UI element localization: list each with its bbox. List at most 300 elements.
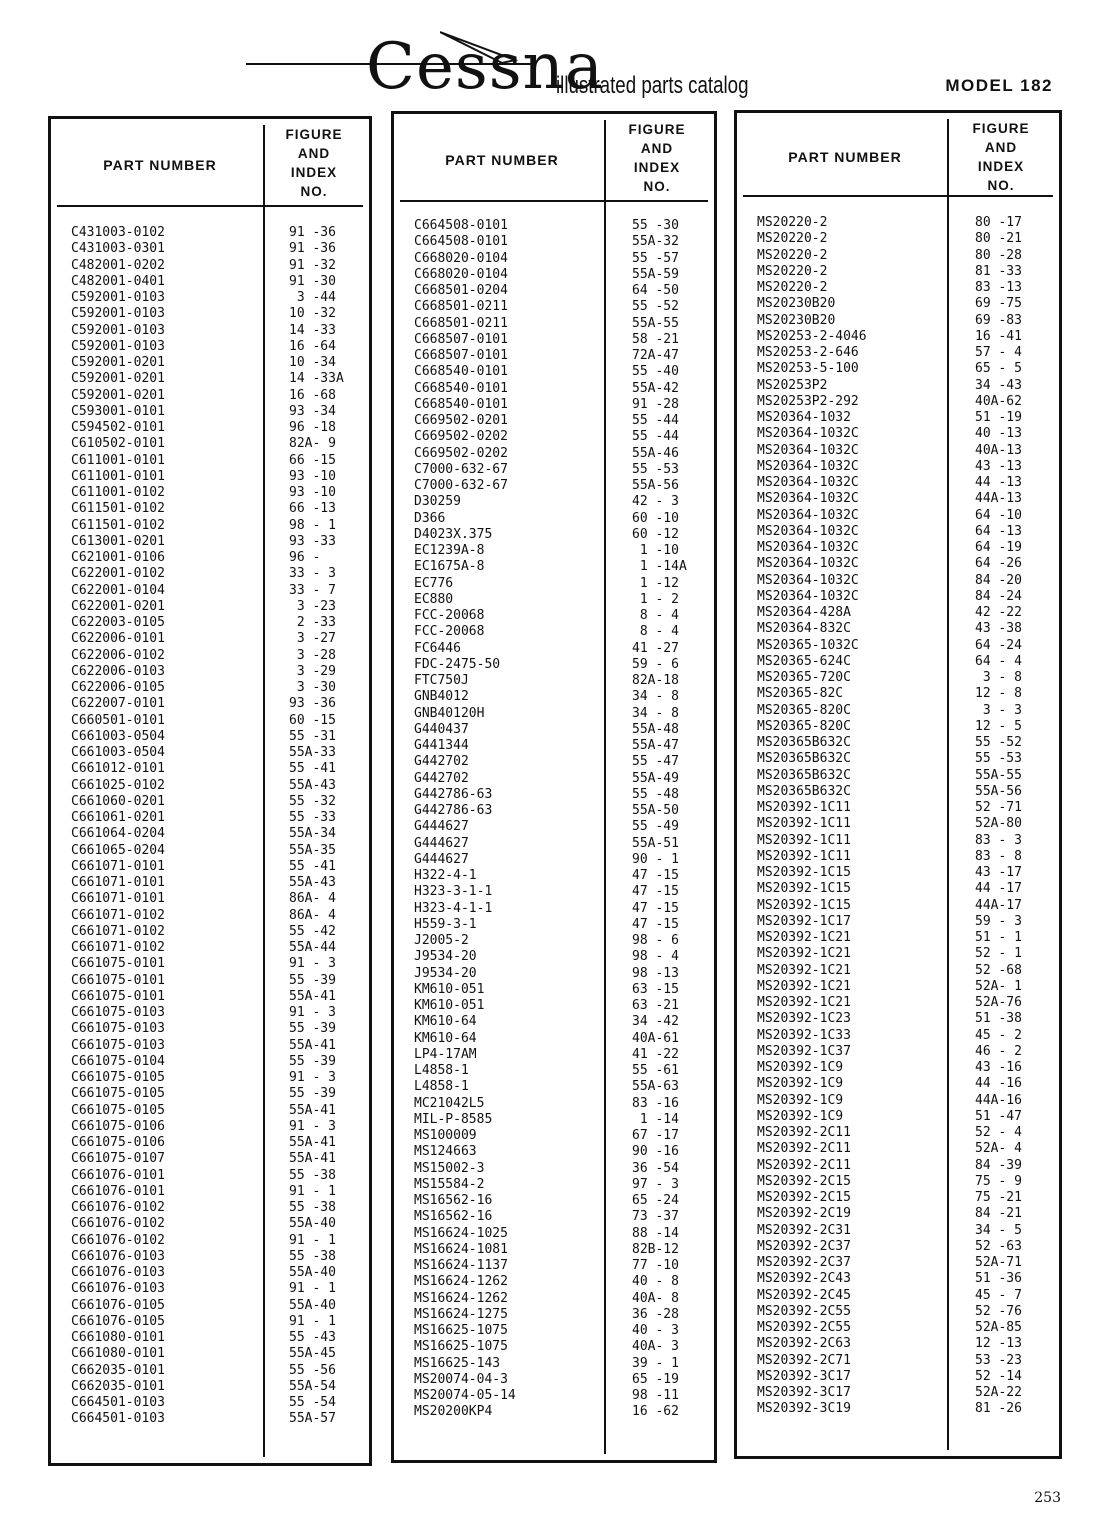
list-item (400, 364, 708, 380)
figure-index: 64 -26 (975, 556, 1022, 572)
part-number: C661060-0201 (71, 793, 165, 809)
part-number: C431003-0301 (71, 241, 165, 257)
figure-index: 83 -13 (975, 280, 1022, 295)
list-item (743, 459, 1053, 475)
part-number: MS20364-1032 (757, 410, 851, 425)
list-item (400, 966, 708, 982)
list-item (400, 592, 708, 608)
list-item (400, 608, 708, 624)
figure-index: 3 -30 (289, 680, 336, 695)
part-number: MS20392-2C45 (757, 1287, 851, 1303)
part-number: MS20392-1C33 (757, 1027, 851, 1043)
figure-index: 64 -24 (975, 637, 1022, 653)
part-number: MS20392-1C15 (757, 865, 851, 880)
list-item (743, 231, 1053, 247)
part-number: MS20392-1C21 (757, 978, 851, 994)
header-rule (400, 200, 708, 202)
list-item (400, 917, 708, 933)
list-item (743, 1093, 1053, 1109)
list-item (743, 816, 1053, 832)
part-number: C668501-0204 (414, 283, 508, 298)
figure-index: 52A- 1 (975, 978, 1022, 994)
list-item (57, 729, 363, 745)
list-item (743, 784, 1053, 800)
part-number: MS20392-3C17 (757, 1385, 851, 1400)
part-number: C7000-632-67 (414, 461, 508, 477)
list-item (400, 1128, 708, 1144)
part-number: C661076-0103 (71, 1265, 165, 1280)
figure-index: 55 -52 (975, 735, 1022, 750)
figure-index: 33 - 7 (289, 582, 336, 598)
part-number: C661075-0105 (71, 1086, 165, 1102)
list-item (743, 394, 1053, 410)
part-number: C622001-0104 (71, 582, 165, 598)
part-number: MS20392-2C63 (757, 1336, 851, 1352)
part-number: C613001-0201 (71, 533, 165, 549)
list-item (400, 267, 708, 283)
list-item (743, 865, 1053, 881)
figure-index: 69 -75 (975, 296, 1022, 312)
part-number: C668501-0211 (414, 315, 508, 331)
list-item (743, 800, 1053, 816)
part-number: C668507-0101 (414, 331, 508, 347)
part-number: MS20365-82C (757, 686, 844, 702)
figure-index: 64 -50 (632, 283, 679, 298)
part-number: C661075-0103 (71, 1005, 165, 1020)
figure-index: 16 -64 (289, 338, 336, 354)
part-number: C661075-0101 (71, 972, 165, 988)
list-item (57, 1216, 363, 1232)
part-number: MS20365B632C (757, 735, 851, 750)
list-item (743, 1271, 1053, 1287)
list-item (743, 686, 1053, 702)
figure-index: 98 - 1 (289, 517, 336, 533)
list-item (57, 534, 363, 550)
figure-index: 55A-41 (289, 1135, 336, 1150)
part-number: H323-3-1-1 (414, 884, 493, 900)
figure-index: 82B-12 (632, 1241, 679, 1257)
list-item (743, 524, 1053, 540)
part-number: C592001-0201 (71, 371, 165, 387)
figure-index: 34 -42 (632, 1014, 679, 1030)
list-item (743, 1044, 1053, 1060)
list-item (57, 323, 363, 339)
list-item (57, 745, 363, 761)
parts-list (57, 225, 363, 1428)
part-number: MS16625-1075 (414, 1339, 508, 1355)
list-item (743, 1320, 1053, 1336)
figure-index: 59 - 6 (632, 656, 679, 672)
list-item (400, 1339, 708, 1355)
figure-index: 55A-34 (289, 826, 336, 842)
list-item (400, 1226, 708, 1242)
part-number: C661075-0101 (71, 988, 165, 1004)
part-number: MS20392-2C55 (757, 1320, 851, 1335)
list-item (400, 1404, 708, 1420)
figure-index: 52A- 4 (975, 1141, 1022, 1157)
list-item (400, 1161, 708, 1177)
part-number: C661075-0105 (71, 1070, 165, 1085)
part-number: EC776 (414, 575, 454, 591)
part-number: H323-4-1-1 (414, 900, 493, 916)
figure-index: 47 -15 (632, 916, 679, 932)
part-number: MS20253P2 (757, 377, 828, 393)
part-number: C622003-0105 (71, 615, 165, 630)
part-number: D366 (414, 510, 446, 526)
part-number: C661075-0101 (71, 956, 165, 972)
list-item (57, 420, 363, 436)
list-item (743, 1369, 1053, 1385)
list-item (57, 956, 363, 972)
figure-index: 98 -11 (632, 1388, 679, 1403)
figure-index: 10 -34 (289, 355, 336, 370)
figure-index: 91 -28 (632, 396, 679, 412)
part-number: MS20364-832C (757, 621, 851, 637)
list-item (400, 836, 708, 852)
part-number: C622001-0201 (71, 598, 165, 614)
list-item (57, 388, 363, 404)
part-number: EC1239A-8 (414, 543, 485, 558)
part-number: J2005-2 (414, 933, 469, 948)
figure-index: 86A- 4 (289, 891, 336, 907)
list-item (400, 576, 708, 592)
figure-index: 91 - 3 (289, 1005, 336, 1020)
list-item (400, 251, 708, 267)
part-number: C592001-0103 (71, 338, 165, 354)
part-number: C661075-0103 (71, 1021, 165, 1037)
part-number: MS20364-1032C (757, 540, 859, 555)
part-number: G444627 (414, 851, 469, 867)
part-number: MS20364-1032C (757, 572, 859, 588)
list-item (400, 706, 708, 722)
part-number: MS20392-3C17 (757, 1368, 851, 1384)
part-number: C622006-0103 (71, 663, 165, 679)
figure-index: 91 -36 (289, 241, 336, 257)
part-number: C661076-0103 (71, 1281, 165, 1297)
parts-column-3 (734, 110, 1062, 1459)
list-item (743, 638, 1053, 654)
figure-index: 34 - 8 (632, 689, 679, 705)
figure-index: 3 -44 (289, 290, 336, 305)
list-item (400, 429, 708, 445)
part-number: MS20220-2 (757, 231, 828, 247)
figure-index: 10 -32 (289, 306, 336, 322)
figure-index: 82A- 9 (289, 436, 336, 452)
figure-index: 66 -15 (289, 452, 336, 468)
part-number: C611001-0102 (71, 485, 165, 500)
figure-index: 33 - 3 (289, 566, 336, 582)
figure-index: 55A-59 (632, 266, 679, 282)
list-item (400, 462, 708, 478)
list-item (57, 891, 363, 907)
figure-index: 16 -41 (975, 328, 1022, 344)
part-number: C661075-0104 (71, 1053, 165, 1069)
part-number: MS20392-2C11 (757, 1141, 851, 1157)
part-number: MS16624-1025 (414, 1225, 508, 1241)
part-number: MS20253-2-4046 (757, 328, 867, 344)
list-item (57, 1249, 363, 1265)
figure-index: 40A- 8 (632, 1290, 679, 1306)
list-item (57, 501, 363, 517)
list-item (400, 218, 708, 234)
part-number: MS20365B632C (757, 783, 851, 799)
list-item (743, 1158, 1053, 1174)
figure-index: 51 -38 (975, 1011, 1022, 1027)
list-item (400, 527, 708, 543)
part-number: C661076-0102 (71, 1200, 165, 1215)
part-number: MS20392-2C37 (757, 1238, 851, 1254)
figure-index: 55 -44 (632, 413, 679, 428)
list-item (743, 898, 1053, 914)
list-item (57, 1395, 363, 1411)
figure-index: 60 -15 (289, 712, 336, 728)
list-item (743, 963, 1053, 979)
list-item (57, 631, 363, 647)
figure-index: 55 -40 (632, 364, 679, 380)
part-number: MS20392-2C71 (757, 1352, 851, 1368)
part-number: C661075-0106 (71, 1118, 165, 1134)
figure-index: 55 -48 (632, 786, 679, 802)
part-number: MS15584-2 (414, 1176, 485, 1192)
part-number: C664508-0101 (414, 218, 508, 233)
list-item (743, 1255, 1053, 1271)
figure-index: 55A-42 (632, 380, 679, 396)
part-number: C611501-0102 (71, 501, 165, 517)
header-part-number: PART NUMBER (103, 157, 217, 173)
list-item (743, 735, 1053, 751)
part-number: G442702 (414, 770, 469, 786)
part-number: C661071-0101 (71, 891, 165, 907)
list-item (57, 1070, 363, 1086)
list-item (743, 215, 1053, 231)
model-label: MODEL 182 (945, 76, 1053, 95)
part-number: C668540-0101 (414, 364, 508, 380)
figure-index: 55A-55 (632, 315, 679, 331)
list-item (400, 559, 708, 575)
figure-index: 91 - 1 (289, 1232, 336, 1248)
part-number: C482001-0202 (71, 257, 165, 273)
part-number: FC6446 (414, 640, 461, 656)
part-number: C661076-0101 (71, 1183, 165, 1199)
figure-index: 91 - 1 (289, 1313, 336, 1329)
part-number: C661080-0101 (71, 1346, 165, 1362)
figure-index: 1 -12 (632, 575, 679, 591)
figure-index: 3 -28 (289, 647, 336, 663)
list-item (57, 404, 363, 420)
figure-index: 34 - 5 (975, 1222, 1022, 1238)
part-number: C661076-0105 (71, 1297, 165, 1313)
list-item (57, 550, 363, 566)
part-number: C661080-0101 (71, 1330, 165, 1345)
catalog-subtitle: illustrated parts catalog (556, 72, 749, 99)
list-item (400, 1291, 708, 1307)
column-inner (743, 119, 1053, 1450)
figure-index: 55A-46 (632, 445, 679, 461)
part-number: C669502-0202 (414, 429, 508, 445)
part-number: C611001-0101 (71, 468, 165, 484)
part-number: L4858-1 (414, 1063, 469, 1078)
part-number: G440437 (414, 721, 469, 737)
list-item (400, 933, 708, 949)
list-item (57, 225, 363, 241)
list-item (400, 1323, 708, 1339)
list-item (400, 657, 708, 673)
list-item (743, 719, 1053, 735)
list-item (400, 641, 708, 657)
list-item (57, 794, 363, 810)
part-number: MS20220-2 (757, 280, 828, 295)
figure-index: 52 -14 (975, 1368, 1022, 1384)
list-item (57, 924, 363, 940)
figure-index: 96 -18 (289, 420, 336, 435)
list-item (743, 329, 1053, 345)
header-part-number: PART NUMBER (445, 152, 559, 168)
part-number: MS16625-143 (414, 1355, 501, 1371)
figure-index: 41 -22 (632, 1046, 679, 1062)
part-number: MS20392-1C21 (757, 946, 851, 962)
list-item (743, 1109, 1053, 1125)
part-number: MS20074-04-3 (414, 1371, 508, 1387)
figure-index: 55A-51 (632, 835, 679, 851)
list-item (57, 1298, 363, 1314)
list-item (57, 1265, 363, 1281)
figure-index: 52A-22 (975, 1385, 1022, 1400)
figure-index: 55 -33 (289, 810, 336, 825)
list-item (57, 1021, 363, 1037)
figure-index: 3 - 8 (975, 670, 1022, 685)
list-item (400, 381, 708, 397)
list-item (743, 1336, 1053, 1352)
part-number: MS20392-2C11 (757, 1157, 851, 1173)
list-item (400, 316, 708, 332)
part-number: C592001-0201 (71, 355, 165, 370)
part-number: MS20392-1C9 (757, 1076, 844, 1092)
figure-index: 90 -16 (632, 1144, 679, 1160)
part-number: C661003-0504 (71, 728, 165, 744)
figure-index: 52 -71 (975, 800, 1022, 815)
figure-index: 55A-63 (632, 1079, 679, 1095)
figure-index: 55A-48 (632, 721, 679, 737)
list-item (400, 901, 708, 917)
part-number: C661003-0504 (71, 745, 165, 760)
part-number: C592001-0103 (71, 322, 165, 338)
figure-index: 51 -47 (975, 1108, 1022, 1124)
figure-index: 55 -52 (632, 299, 679, 315)
list-item (57, 615, 363, 631)
part-number: MS20392-1C17 (757, 913, 851, 929)
figure-index: 1 -14 (632, 1111, 679, 1127)
list-item (743, 1304, 1053, 1320)
figure-index: 59 - 3 (975, 913, 1022, 929)
part-number: C661075-0106 (71, 1135, 165, 1150)
figure-index: 47 -15 (632, 884, 679, 900)
part-number: MS15002-3 (414, 1160, 485, 1176)
list-item (743, 378, 1053, 394)
list-item (400, 1307, 708, 1323)
figure-index: 55A-54 (289, 1378, 336, 1394)
list-item (400, 1014, 708, 1030)
figure-index: 91 - 3 (289, 956, 336, 972)
part-number: C669502-0201 (414, 413, 508, 428)
list-item (400, 1112, 708, 1128)
part-number: MS20365B632C (757, 751, 851, 767)
list-item (400, 1388, 708, 1404)
list-item (57, 290, 363, 306)
list-item (57, 1346, 363, 1362)
list-item (57, 1363, 363, 1379)
list-item (57, 875, 363, 891)
list-item (57, 810, 363, 826)
list-item (57, 1086, 363, 1102)
figure-index: 91 - 3 (289, 1118, 336, 1134)
list-item (57, 1151, 363, 1167)
figure-index: 83 - 8 (975, 848, 1022, 864)
part-number: L4858-1 (414, 1079, 469, 1095)
list-item (57, 339, 363, 355)
page-number: 253 (1034, 1490, 1061, 1506)
part-number: C7000-632-67 (414, 478, 508, 493)
list-item (57, 518, 363, 534)
part-number: C668540-0101 (414, 396, 508, 412)
list-item (743, 508, 1053, 524)
figure-index: 55A-50 (632, 803, 679, 818)
list-item (400, 1242, 708, 1258)
figure-index: 55A-47 (632, 738, 679, 753)
list-item (57, 826, 363, 842)
part-number: MS20365B632C (757, 767, 851, 783)
part-number: FTC750J (414, 673, 469, 688)
part-number: MS20200KP4 (414, 1404, 493, 1420)
part-number: C668501-0211 (414, 299, 508, 315)
list-item (57, 1103, 363, 1119)
list-item (57, 1281, 363, 1297)
figure-index: 34 - 8 (632, 705, 679, 721)
part-number: C668540-0101 (414, 380, 508, 396)
figure-index: 1 -10 (632, 543, 679, 558)
figure-index: 65 -19 (632, 1371, 679, 1387)
list-item (57, 940, 363, 956)
part-number: C611001-0101 (71, 452, 165, 468)
list-item (743, 1401, 1053, 1417)
part-number: EC880 (414, 591, 454, 607)
list-item (57, 1379, 363, 1395)
part-number: MS20230B20 (757, 312, 836, 328)
figure-index: 55A-45 (289, 1346, 336, 1362)
figure-index: 16 -68 (289, 387, 336, 403)
list-item (57, 778, 363, 794)
figure-index: 77 -10 (632, 1258, 679, 1273)
figure-index: 41 -27 (632, 640, 679, 656)
figure-index: 75 - 9 (975, 1173, 1022, 1189)
figure-index: 12 -13 (975, 1336, 1022, 1352)
part-number: GNB40120H (414, 705, 485, 721)
figure-index: 45 - 2 (975, 1027, 1022, 1043)
list-item (743, 1353, 1053, 1369)
figure-index: 64 - 4 (975, 653, 1022, 669)
list-item (400, 771, 708, 787)
figure-index: 55A-43 (289, 777, 336, 793)
figure-index: 55 -42 (289, 923, 336, 939)
figure-index: 93 -36 (289, 696, 336, 712)
list-item (57, 436, 363, 452)
figure-index: 64 -13 (975, 523, 1022, 539)
list-item (57, 371, 363, 387)
list-item (400, 494, 708, 510)
part-number: MS20364-1032C (757, 556, 859, 572)
list-item (57, 1411, 363, 1427)
figure-index: 53 -23 (975, 1352, 1022, 1368)
part-number: C482001-0401 (71, 273, 165, 289)
